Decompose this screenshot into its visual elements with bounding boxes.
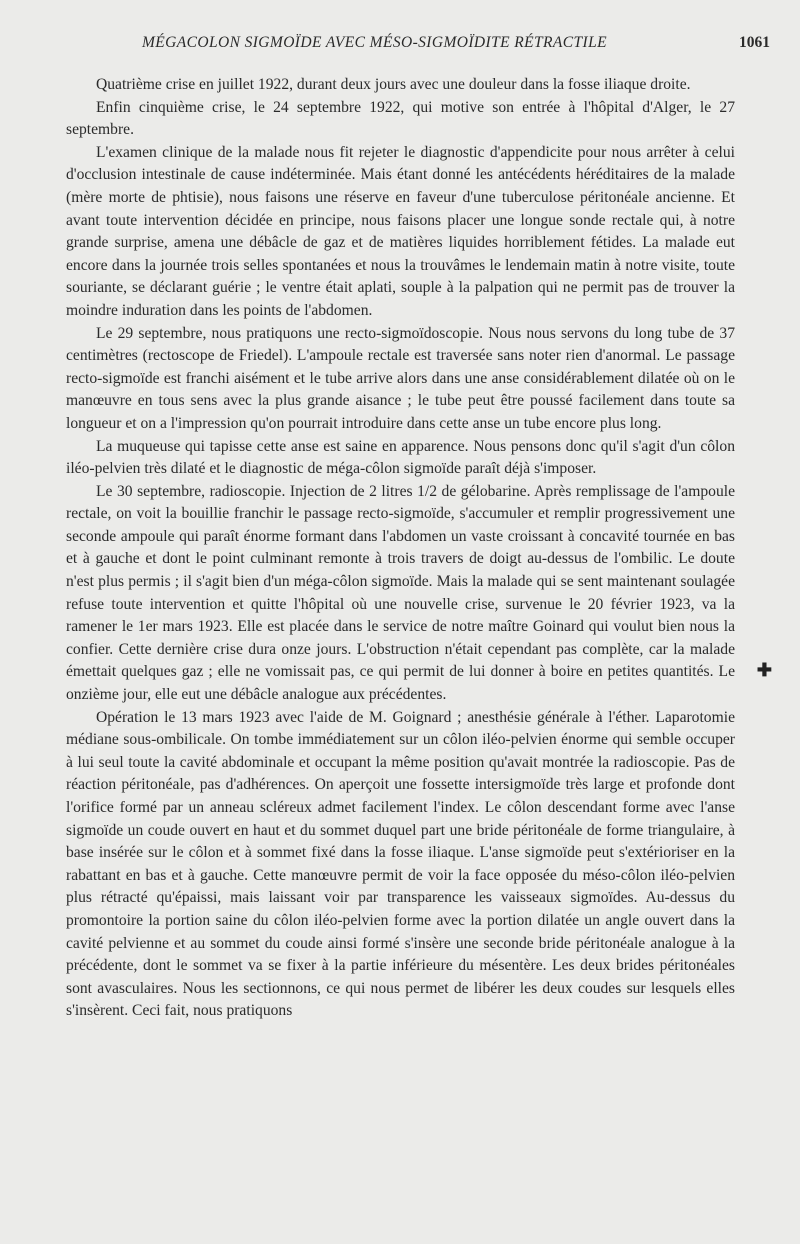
paragraph: Le 29 septembre, nous pratiquons une recto-sigmoïdoscopie. Nous nous servons du long tube de 37 centimètres (rectoscope de Friedel). L'ampoule rectale est traversée sans noter rien d'anormal. Le passage recto-sigmoïde est franchi aisément et le tube arrive alors dans une anse considérablement dilatée où on le manœuvre en tous sens avec la plus grande aisance ; le tube peut être poussé facilement dans toute sa longueur et on a l'impression qu'on pourrait introduire dans cette anse un tube encore plus long.: [66, 324, 735, 432]
page-number: 1061: [739, 34, 770, 51]
paragraph: Enfin cinquième crise, le 24 septembre 1922, qui motive son entrée à l'hôpital d'Alger, le 27 septembre.: [66, 98, 735, 139]
running-title: MÉGACOLON SIGMOÏDE AVEC MÉSO-SIGMOÏDITE RÉTRACTILE: [142, 34, 607, 51]
paragraph: La muqueuse qui tapisse cette anse est saine en apparence. Nous pensons donc qu'il s'agit d'un côlon iléo-pelvien très dilaté et le diagnostic de méga-côlon sigmoïde paraît déjà s'imposer.: [66, 437, 735, 478]
body-text: [66, 74, 735, 1023]
paragraph: L'examen clinique de la malade nous fit rejeter le diagnostic d'appendicite pour nous arrêter à celui d'occlusion intestinale de cause indéterminée. Mais étant donné les antécédents héréditaires de la malade (mère morte de phtisie), nous faisons une réserve en faveur d'une tuberculose péritonéale ancienne. Et avant toute intervention décidée en principe, nous faisons placer une longue sonde rectale qui, à notre grande surprise, amena une débâcle de gaz et de matières liquides horriblement fétides. La malade eut encore dans la journée trois selles spontanées et nous la trouvâmes le lendemain matin à notre visite, toute souriante, se déclarant guérie ; le ventre était aplati, souple à la palpation qui ne permit pas de trouver la moindre induration dans les points de l'abdomen.: [66, 143, 735, 319]
running-head: [66, 34, 770, 60]
margin-mark: ✚: [756, 660, 772, 680]
paragraph: Quatrième crise en juillet 1922, durant deux jours avec une douleur dans la fosse iliaque droite.: [96, 76, 691, 93]
paragraph: Le 30 septembre, radioscopie. Injection de 2 litres 1/2 de gélobarine. Après remplissage de l'ampoule rectale, on voit la bouillie franchir le passage recto-sigmoïde, s'accumuler et remplir progressivement une seconde ampoule qui paraît énorme formant dans l'abdomen un vaste croissant à concavité tournée en bas et à gauche et dont le point culminant remonte à trois travers de doigt au-dessus de l'ombilic. Le doute n'est plus permis ; il s'agit bien d'un méga-côlon sigmoïde. Mais la malade qui se sent maintenant soulagée refuse toute intervention et quitte l'hôpital où une nouvelle crise, survenue le 20 février 1923, va la ramener le 1er mars 1923. Elle est placée dans le service de notre maître Goinard qui voulut bien nous la confier. Cette dernière crise dura onze jours. L'obstruction n'était cependant pas complète, car la malade émettait quelques gaz ; elle ne vomissait pas, ce qui permit de lui donner à boire en petites quantités. Le onzième jour, elle eut une débâcle analogue aux précédentes.: [66, 482, 735, 704]
paragraph: Opération le 13 mars 1923 avec l'aide de M. Goignard ; anesthésie générale à l'éther. Laparotomie médiane sous-ombilicale. On tombe immédiatement sur un côlon iléo-pelvien énorme qui semble occuper à lui seul toute la cavité abdominale et occupant la même position qu'avait montrée la radioscopie. Pas de réaction péritonéale, pas d'adhérences. On aperçoit une fossette intersigmoïde très large et profonde dont l'orifice formé par un anneau scléreux admet facilement l'index. Le côlon descendant forme avec l'anse sigmoïde un coude ouvert en haut et du sommet duquel part une bride péritonéale de forme triangulaire, à base insérée sur le côlon et à sommet fixé dans la fosse iliaque. L'anse sigmoïde peut s'extérioriser en la rabattant en bas et à gauche. Cette manœuvre permit de voir la face opposée du méso-côlon iléo-pelvien plus rétracté qu'épaissi, mais laissant voir par transparence les vaisseaux sigmoïdes. Au-dessus du promontoire la portion saine du côlon iléo-pelvien forme avec la portion dilatée un angle ouvert dans la cavité pelvienne et au sommet du coude ainsi formé s'insère une seconde bride péritonéale analogue à la précédente, dont le sommet va se fixer à la partie inférieure du mésentère. Les deux brides péritonéales sont avasculaires. Nous les sectionnons, ce qui nous permet de libérer les deux coudes sur lesquels elles s'insèrent. Ceci fait, nous pratiquons: [66, 708, 735, 1020]
